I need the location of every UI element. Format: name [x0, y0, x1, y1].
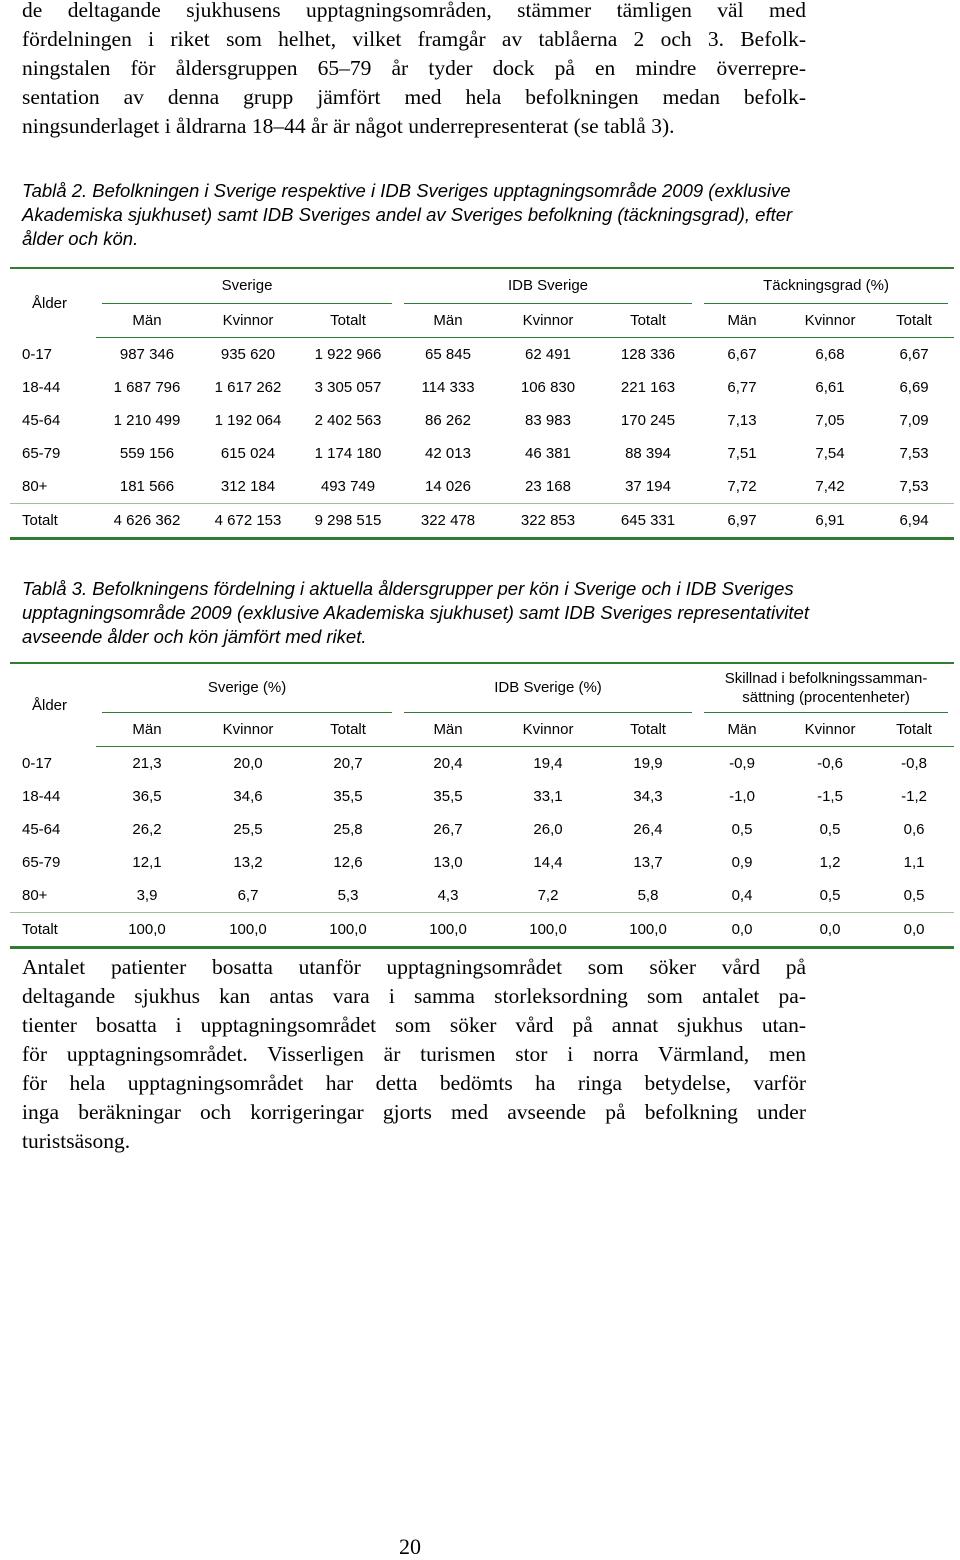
- value-cell: 6,7: [237, 887, 259, 904]
- value-cell: 114 333: [421, 379, 475, 396]
- value-cell: 26,7: [433, 821, 463, 838]
- text-line: för hela upptagningsområdet har detta bedömts ha ringa betydelse, varför: [22, 1071, 806, 1095]
- subheader-women: Kvinnor: [198, 304, 298, 338]
- table2-caption: [22, 179, 922, 251]
- value-cell: 1,2: [819, 854, 841, 871]
- caption-line: avseende ålder och kön jämfört med riket.: [22, 626, 367, 647]
- value-cell: 645 331: [598, 504, 698, 539]
- value-cell: 12,6: [333, 854, 363, 871]
- value-cell: 37 194: [625, 478, 671, 495]
- value-cell: 0,5: [819, 887, 841, 904]
- subheader-women: Kvinnor: [498, 713, 598, 747]
- value-cell: 0,4: [731, 887, 753, 904]
- text-line: inga beräkningar och korrigeringar gjorts med avseende på befolkning under: [22, 1100, 806, 1124]
- value-cell: 25,8: [333, 821, 363, 838]
- value-cell: 20,7: [333, 755, 363, 772]
- value-cell: 33,1: [533, 788, 563, 805]
- caption-line: Tablå 3. Befolkningens fördelning i aktuella åldersgrupper per kön i Sverige och i IDB Sveriges: [22, 578, 794, 599]
- value-cell: 181 566: [119, 478, 175, 495]
- value-cell: 0,9: [731, 854, 753, 871]
- group-header-idb: [398, 268, 698, 304]
- age-group-cell: 18-44: [22, 788, 61, 805]
- value-cell: 0,0: [786, 913, 874, 948]
- age-group-cell: Totalt: [10, 913, 96, 948]
- value-cell: 14 026: [425, 478, 471, 495]
- subheader-total: Totalt: [874, 713, 954, 747]
- value-cell: -1,2: [901, 788, 927, 805]
- table-row: [10, 813, 954, 846]
- group-header-label: IDB Sverige: [404, 269, 692, 304]
- table-row: [10, 338, 954, 372]
- text-line: de deltagande sjukhusens upptagningsområden, stämmer tämligen väl med: [22, 0, 806, 22]
- value-cell: 6,68: [815, 346, 845, 363]
- group-header-difference: [698, 663, 954, 713]
- group-header-line: sättning (procentenheter): [742, 688, 910, 706]
- value-cell: 170 245: [620, 412, 676, 429]
- value-cell: 1 174 180: [314, 445, 382, 462]
- value-cell: 493 749: [320, 478, 376, 495]
- value-cell: 7,13: [727, 412, 757, 429]
- value-cell: 128 336: [620, 346, 676, 363]
- value-cell: 7,09: [899, 412, 929, 429]
- text-line: ningstalen för åldersgruppen 65–79 år tyder dock på en mindre överrepre-: [22, 56, 806, 80]
- value-cell: 100,0: [96, 913, 198, 948]
- subheader-women: Kvinnor: [198, 713, 298, 747]
- value-cell: 7,51: [727, 445, 757, 462]
- population-table: [10, 267, 954, 540]
- value-cell: 7,72: [727, 478, 757, 495]
- value-cell: 23 168: [525, 478, 571, 495]
- caption-line: ålder och kön.: [22, 228, 139, 249]
- subheader-total: Totalt: [598, 304, 698, 338]
- value-cell: 100,0: [198, 913, 298, 948]
- value-cell: 0,0: [698, 913, 786, 948]
- table-row: [10, 846, 954, 879]
- age-group-cell: 65-79: [22, 854, 61, 871]
- value-cell: 1 617 262: [214, 379, 282, 396]
- table3-body: [10, 747, 954, 948]
- value-cell: 1 922 966: [314, 346, 382, 363]
- value-cell: 221 163: [620, 379, 676, 396]
- value-cell: 100,0: [598, 913, 698, 948]
- value-cell: 1 192 064: [214, 412, 282, 429]
- value-cell: 106 830: [520, 379, 576, 396]
- subheader-men: Män: [698, 713, 786, 747]
- group-header-sverige-pct: [96, 663, 398, 713]
- text-line: fördelningen i riket som helhet, vilket framgår av tablåerna 2 och 3. Befolk-: [22, 27, 806, 51]
- subheader-total: Totalt: [298, 713, 398, 747]
- value-cell: -0,9: [729, 755, 755, 772]
- group-header-coverage: [698, 268, 954, 304]
- text-line: turistsäsong.: [22, 1129, 131, 1153]
- age-group-cell: 80+: [22, 478, 48, 495]
- value-cell: 312 184: [220, 478, 276, 495]
- value-cell: 83 983: [525, 412, 571, 429]
- table-row: [10, 404, 954, 437]
- value-cell: 65 845: [425, 346, 471, 363]
- value-cell: 34,6: [233, 788, 263, 805]
- text-line: för upptagningsområdet. Visserligen är turismen stor i norra Värmland, men: [22, 1042, 806, 1066]
- subheader-men: Män: [96, 713, 198, 747]
- subheader-total: Totalt: [298, 304, 398, 338]
- value-cell: 13,7: [633, 854, 663, 871]
- age-column-header: Ålder: [10, 268, 96, 338]
- value-cell: 14,4: [533, 854, 563, 871]
- value-cell: 6,94: [874, 504, 954, 539]
- value-cell: 86 262: [425, 412, 471, 429]
- total-row: [10, 913, 954, 948]
- age-group-cell: 45-64: [22, 412, 61, 429]
- value-cell: 62 491: [525, 346, 571, 363]
- age-group-cell: 18-44: [22, 379, 61, 396]
- value-cell: 5,3: [337, 887, 359, 904]
- value-cell: 322 853: [498, 504, 598, 539]
- text-line: Antalet patienter bosatta utanför upptagningsområdet som söker vård på: [22, 955, 806, 979]
- text-line: tienter bosatta i upptagningsområdet som söker vård på annat sjukhus utan-: [22, 1013, 806, 1037]
- value-cell: 100,0: [498, 913, 598, 948]
- value-cell: 6,67: [899, 346, 929, 363]
- value-cell: 13,0: [433, 854, 463, 871]
- table3-caption: [22, 577, 922, 649]
- value-cell: 46 381: [525, 445, 571, 462]
- subheader-men: Män: [698, 304, 786, 338]
- text-line: sentation av denna grupp jämfört med hela befolkningen medan befolk-: [22, 85, 806, 109]
- value-cell: 36,5: [132, 788, 162, 805]
- value-cell: 20,0: [233, 755, 263, 772]
- value-cell: 7,53: [899, 445, 929, 462]
- value-cell: 13,2: [233, 854, 263, 871]
- value-cell: 935 620: [220, 346, 276, 363]
- value-cell: 35,5: [433, 788, 463, 805]
- table-row: [10, 780, 954, 813]
- value-cell: 1 687 796: [113, 379, 181, 396]
- value-cell: 0,6: [903, 821, 925, 838]
- subheader-women: Kvinnor: [786, 713, 874, 747]
- age-group-cell: 0-17: [22, 345, 53, 363]
- age-group-cell: Totalt: [10, 504, 96, 539]
- text-line: deltagande sjukhus kan antas vara i samma storleksordning som antalet pa-: [22, 984, 806, 1008]
- caption-line: Tablå 2. Befolkningen i Sverige respektive i IDB Sveriges upptagningsområde 2009 (exklusive: [22, 180, 791, 201]
- caption-line: Akademiska sjukhuset) samt IDB Sveriges andel av Sveriges befolkning (täckningsgrad), efter: [22, 204, 793, 225]
- subheader-men: Män: [398, 304, 498, 338]
- value-cell: 559 156: [119, 445, 175, 462]
- value-cell: 12,1: [132, 854, 162, 871]
- total-row: [10, 504, 954, 539]
- value-cell: -0,8: [901, 755, 927, 772]
- value-cell: 3 305 057: [314, 379, 382, 396]
- age-group-cell: 80+: [22, 887, 48, 904]
- text-line: ningsunderlaget i åldrarna 18–44 år är något underrepresenterat (se tablå 3).: [22, 114, 675, 138]
- value-cell: 26,4: [633, 821, 663, 838]
- closing-paragraph: [22, 953, 806, 1156]
- group-header-line: Skillnad i befolkningssamman-: [724, 669, 928, 687]
- value-cell: 0,0: [874, 913, 954, 948]
- value-cell: 19,4: [533, 755, 563, 772]
- value-cell: 6,77: [727, 379, 757, 396]
- value-cell: 2 402 563: [314, 412, 382, 429]
- value-cell: 322 478: [398, 504, 498, 539]
- value-cell: 4 672 153: [198, 504, 298, 539]
- value-cell: 3,9: [136, 887, 158, 904]
- value-cell: 6,61: [815, 379, 845, 396]
- value-cell: 42 013: [425, 445, 471, 462]
- subheader-men: Män: [398, 713, 498, 747]
- value-cell: 20,4: [433, 755, 463, 772]
- value-cell: 7,2: [537, 887, 559, 904]
- caption-line: upptagningsområde 2009 (exklusive Akademiska sjukhuset) samt IDB Sveriges representativitet: [22, 602, 809, 623]
- value-cell: 88 394: [625, 445, 671, 462]
- value-cell: 7,54: [815, 445, 845, 462]
- table-row: [10, 371, 954, 404]
- group-header-label: Täckningsgrad (%): [704, 269, 948, 304]
- value-cell: 6,67: [727, 346, 757, 363]
- value-cell: 34,3: [633, 788, 663, 805]
- age-group-cell: 0-17: [22, 754, 53, 772]
- table-row: [10, 470, 954, 504]
- table-row: [10, 747, 954, 781]
- value-cell: -0,6: [817, 755, 843, 772]
- value-cell: 100,0: [298, 913, 398, 948]
- value-cell: 6,91: [786, 504, 874, 539]
- value-cell: 26,0: [533, 821, 563, 838]
- group-header-sverige: [96, 268, 398, 304]
- subheader-women: Kvinnor: [786, 304, 874, 338]
- age-group-cell: 45-64: [22, 821, 61, 838]
- subheader-men: Män: [96, 304, 198, 338]
- value-cell: 615 024: [220, 445, 276, 462]
- value-cell: 100,0: [398, 913, 498, 948]
- value-cell: 987 346: [119, 346, 175, 363]
- value-cell: 25,5: [233, 821, 263, 838]
- page-number: 20: [399, 1534, 421, 1559]
- subheader-total: Totalt: [598, 713, 698, 747]
- table-row: [10, 437, 954, 470]
- value-cell: 7,42: [815, 478, 845, 495]
- age-group-cell: 65-79: [22, 445, 61, 462]
- value-cell: 4 626 362: [96, 504, 198, 539]
- subheader-total: Totalt: [874, 304, 954, 338]
- value-cell: -1,0: [729, 788, 755, 805]
- value-cell: 21,3: [132, 755, 162, 772]
- value-cell: 0,5: [819, 821, 841, 838]
- distribution-table: [10, 662, 954, 949]
- value-cell: 6,97: [698, 504, 786, 539]
- age-column-header: Ålder: [10, 663, 96, 747]
- value-cell: 35,5: [333, 788, 363, 805]
- group-header-idb-pct: [398, 663, 698, 713]
- group-header-label: IDB Sverige (%): [404, 664, 692, 713]
- intro-paragraph: [22, 0, 806, 141]
- group-header-label: Sverige: [102, 269, 392, 304]
- table2-body: [10, 338, 954, 539]
- value-cell: 1,1: [903, 854, 925, 871]
- value-cell: 1 210 499: [113, 412, 181, 429]
- value-cell: 5,8: [637, 887, 659, 904]
- value-cell: 9 298 515: [298, 504, 398, 539]
- value-cell: 0,5: [731, 821, 753, 838]
- value-cell: 7,05: [815, 412, 845, 429]
- value-cell: -1,5: [817, 788, 843, 805]
- subheader-women: Kvinnor: [498, 304, 598, 338]
- group-header-label: Sverige (%): [102, 664, 392, 713]
- value-cell: 6,69: [899, 379, 929, 396]
- value-cell: 19,9: [633, 755, 663, 772]
- group-header-label: [704, 665, 948, 713]
- value-cell: 26,2: [132, 821, 162, 838]
- table-row: [10, 879, 954, 913]
- value-cell: 4,3: [437, 887, 459, 904]
- value-cell: 7,53: [899, 478, 929, 495]
- value-cell: 0,5: [903, 887, 925, 904]
